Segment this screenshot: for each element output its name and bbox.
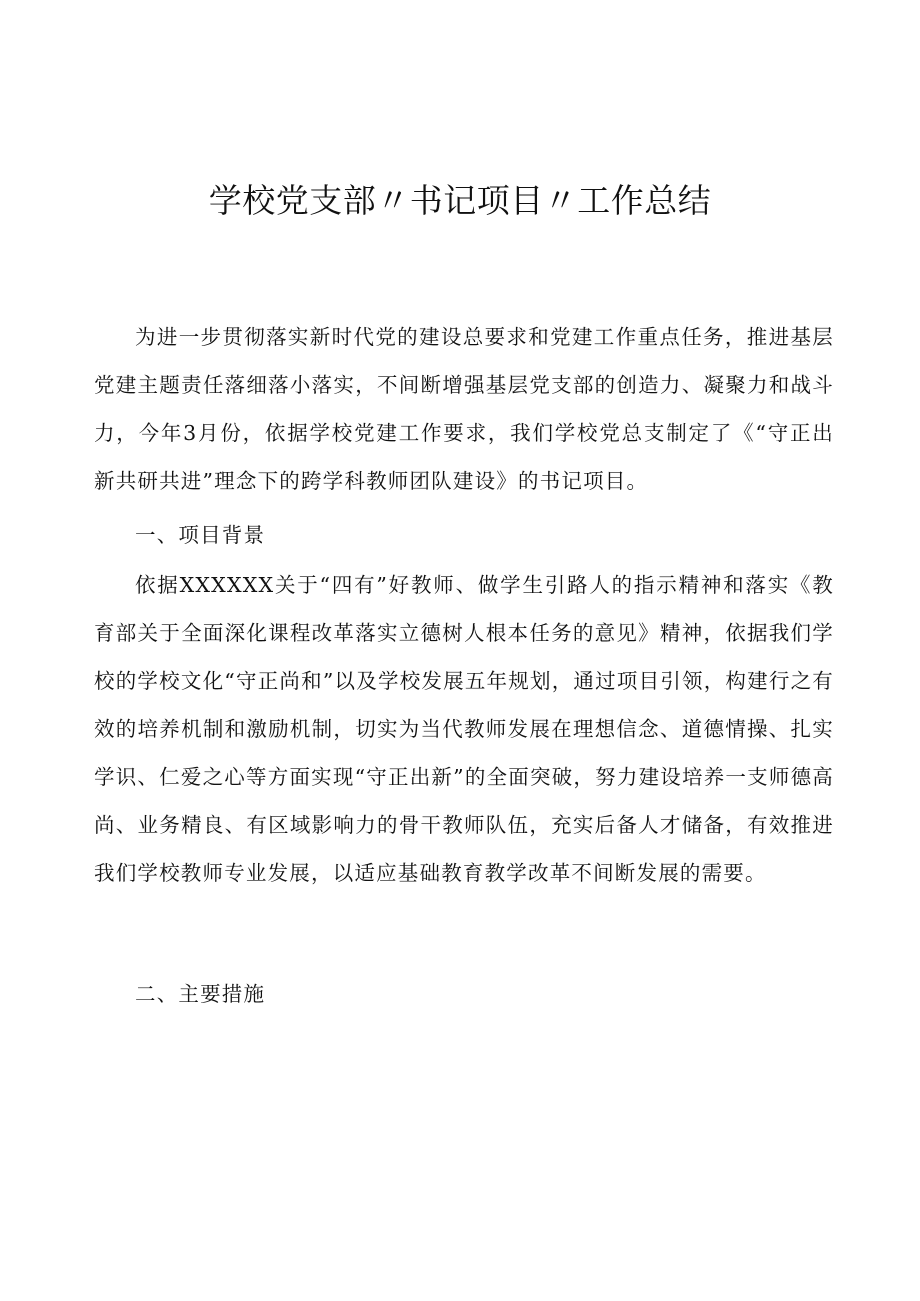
page-title: 学校党支部〃书记项目〃工作总结	[208, 181, 712, 220]
intro-paragraph: 为进一步贯彻落实新时代党的建设总要求和党建工作重点任务，推进基层党建主题责任落细落小落实，不间断增强基层党支部的创造力、凝聚力和战斗力，今年3月份，依据学校党建工作要求，我们学校党总支制定了《“守正出新共研共进”理念下的跨学科教师团队建设》的书记项目。	[94, 325, 834, 493]
section-heading-background: 一、项目背景	[135, 523, 266, 547]
background-paragraph: 依据XXXXXX关于“四有”好教师、做学生引路人的指示精神和落实《教育部关于全面深化课程改革落实立德树人根本任务的意见》精神，依据我们学校的学校文化“守正尚和”以及学校发展五年规划，通过项目引领，构建行之有效的培养机制和激励机制，切实为当代教师发展在理想信念、道德情操、扎实学识、仁爱之心等方面实现“守正出新”的全面突破，努力建设培养一支师德高尚、业务精良、有区域影响力的骨干教师队伍，充实后备人才储备，有效推进我们学校教师专业发展，以适应基础教育教学改革不间断发展的需要。	[94, 573, 834, 885]
section-heading-measures: 二、主要措施	[135, 982, 266, 1006]
